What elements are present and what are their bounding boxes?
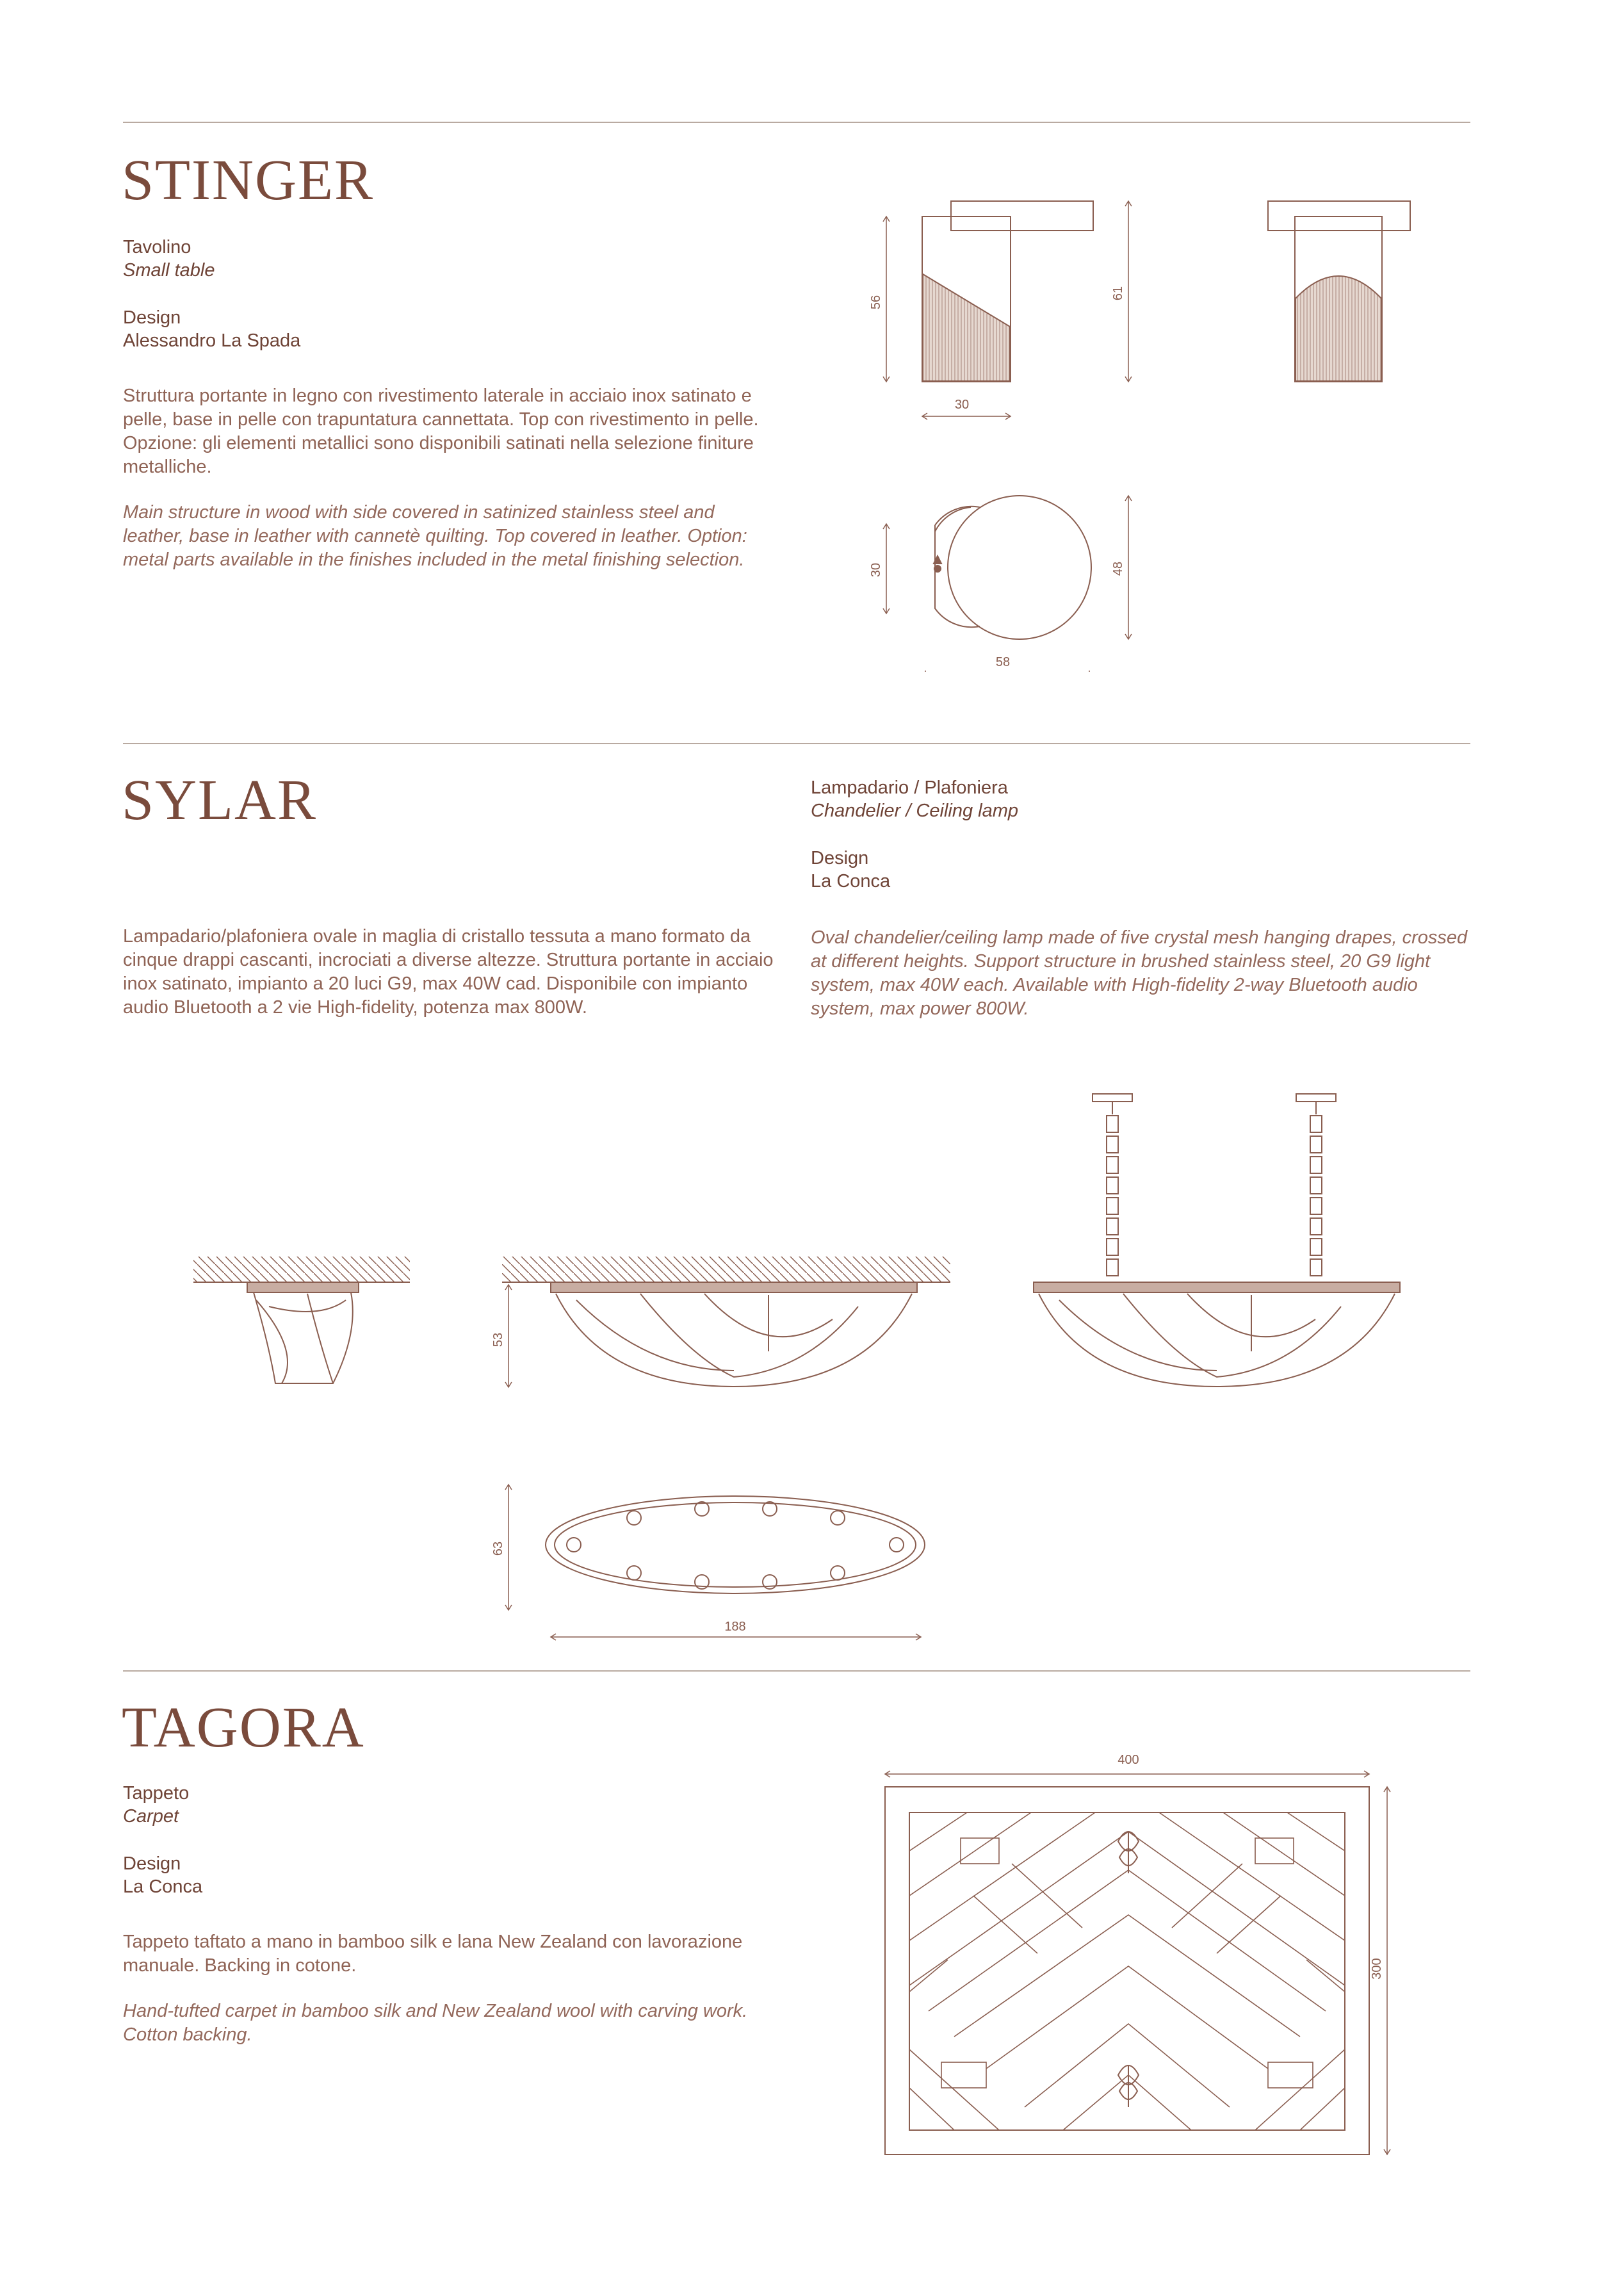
sylar-type-en: Chandelier / Ceiling lamp [811, 801, 1018, 821]
stinger-side-height-label: 56 [869, 295, 883, 310]
stinger-front-view [1268, 201, 1410, 382]
stinger-description-en: Main structure in wood with side covered in satinized stainless steel and leather, base in leather with cannetè quilting. Top covered in leather. Option: metal parts available in the finishes included in the metal finishing selection. [123, 502, 747, 570]
stinger-designer: Alessandro La Spada [123, 330, 301, 351]
sylar-length-dimension [551, 1634, 921, 1640]
stinger-title: STINGER [122, 149, 374, 212]
sylar-type-it: Lampadario / Plafoniera [811, 778, 1008, 798]
tagora-height-dimension [1384, 1787, 1390, 2154]
sylar-designer: La Conca [811, 871, 891, 892]
sylar-height-dimension [505, 1285, 512, 1387]
tagora-width-dimension [885, 1771, 1369, 1777]
stinger-top-depth-dimension [883, 524, 890, 614]
stinger-design-label: Design [123, 307, 181, 328]
sylar-title: SYLAR [122, 769, 318, 832]
sylar-length-label: 188 [724, 1620, 746, 1634]
stinger-type-en: Small table [123, 260, 215, 281]
section-divider-tagora [123, 1670, 1470, 1672]
stinger-side-height-dimension [883, 216, 890, 382]
stinger-top-diameter-label: 48 [1111, 561, 1125, 576]
tagora-design-label: Design [123, 1853, 181, 1874]
stinger-front-height-dimension [1125, 201, 1132, 382]
stinger-front-height-label: 61 [1111, 286, 1125, 301]
stinger-side-width-dimension [922, 413, 1011, 419]
sylar-design-label: Design [811, 848, 869, 868]
tagora-type-it: Tappeto [123, 1783, 190, 1803]
stinger-side-view [922, 201, 1093, 382]
sylar-height-label: 53 [491, 1332, 505, 1347]
stinger-description-it: Struttura portante in legno con rivestimento laterale in acciaio inox satinato e pelle, base in pelle con trapuntatura cannettata. Top con rivestimento in pelle. Opzione: gli elementi metallici sono disponibili satinati nella selezione finiture metalliche. [123, 386, 759, 477]
sylar-front-view [502, 1257, 950, 1387]
tagora-monogram-bottom-icon [1118, 2065, 1139, 2107]
stinger-top-depth-label: 30 [869, 562, 883, 578]
stinger-top-view [934, 496, 1091, 639]
sylar-depth-label: 63 [491, 1541, 505, 1556]
stinger-top-diameter-dimension [1125, 496, 1132, 639]
tagora-height-label: 300 [1370, 1958, 1384, 1980]
sylar-depth-dimension [505, 1485, 512, 1610]
stinger-type-it: Tavolino [123, 237, 191, 257]
sylar-description-it: Lampadario/plafoniera ovale in maglia di cristallo tessuta a mano formato da cinque drappi cascanti, incrociati a diverse altezze. Struttura portante in acciaio inox satinato, impianto a 20 luci G9, max 40W cad. Disponibile con impianto audio Bluetooth a 2 vie High-fidelity, potenza max 800W. [123, 926, 774, 1018]
stinger-top-width-label: 58 [995, 655, 1011, 669]
sylar-side-view [193, 1257, 410, 1383]
section-divider-sylar [123, 743, 1470, 744]
tagora-designer: La Conca [123, 1877, 203, 1897]
tagora-monogram-top-icon [1118, 1832, 1139, 1873]
tagora-description-it: Tappeto taftato a mano in bamboo silk e lana New Zealand con lavorazione manuale. Backing in cotone. [123, 1932, 743, 1976]
tagora-type-en: Carpet [123, 1806, 179, 1827]
tagora-width-label: 400 [1117, 1753, 1139, 1767]
tagora-description-en: Hand-tufted carpet in bamboo silk and New Zealand wool with carving work. Cotton backing. [123, 2001, 748, 2045]
sylar-chandelier-view [1034, 1094, 1400, 1387]
sylar-top-view [546, 1496, 925, 1593]
tagora-title: TAGORA [122, 1696, 365, 1759]
tagora-carpet-drawing [885, 1787, 1369, 2154]
stinger-side-width-label: 30 [954, 398, 970, 412]
sylar-description-en: Oval chandelier/ceiling lamp made of five crystal mesh hanging drapes, crossed at different heights. Support structure in brushed stainless steel, 20 G9 light system, max 40W each. Available with High-fidelity 2-way Bluetooth audio system, max power 800W. [811, 927, 1468, 1019]
